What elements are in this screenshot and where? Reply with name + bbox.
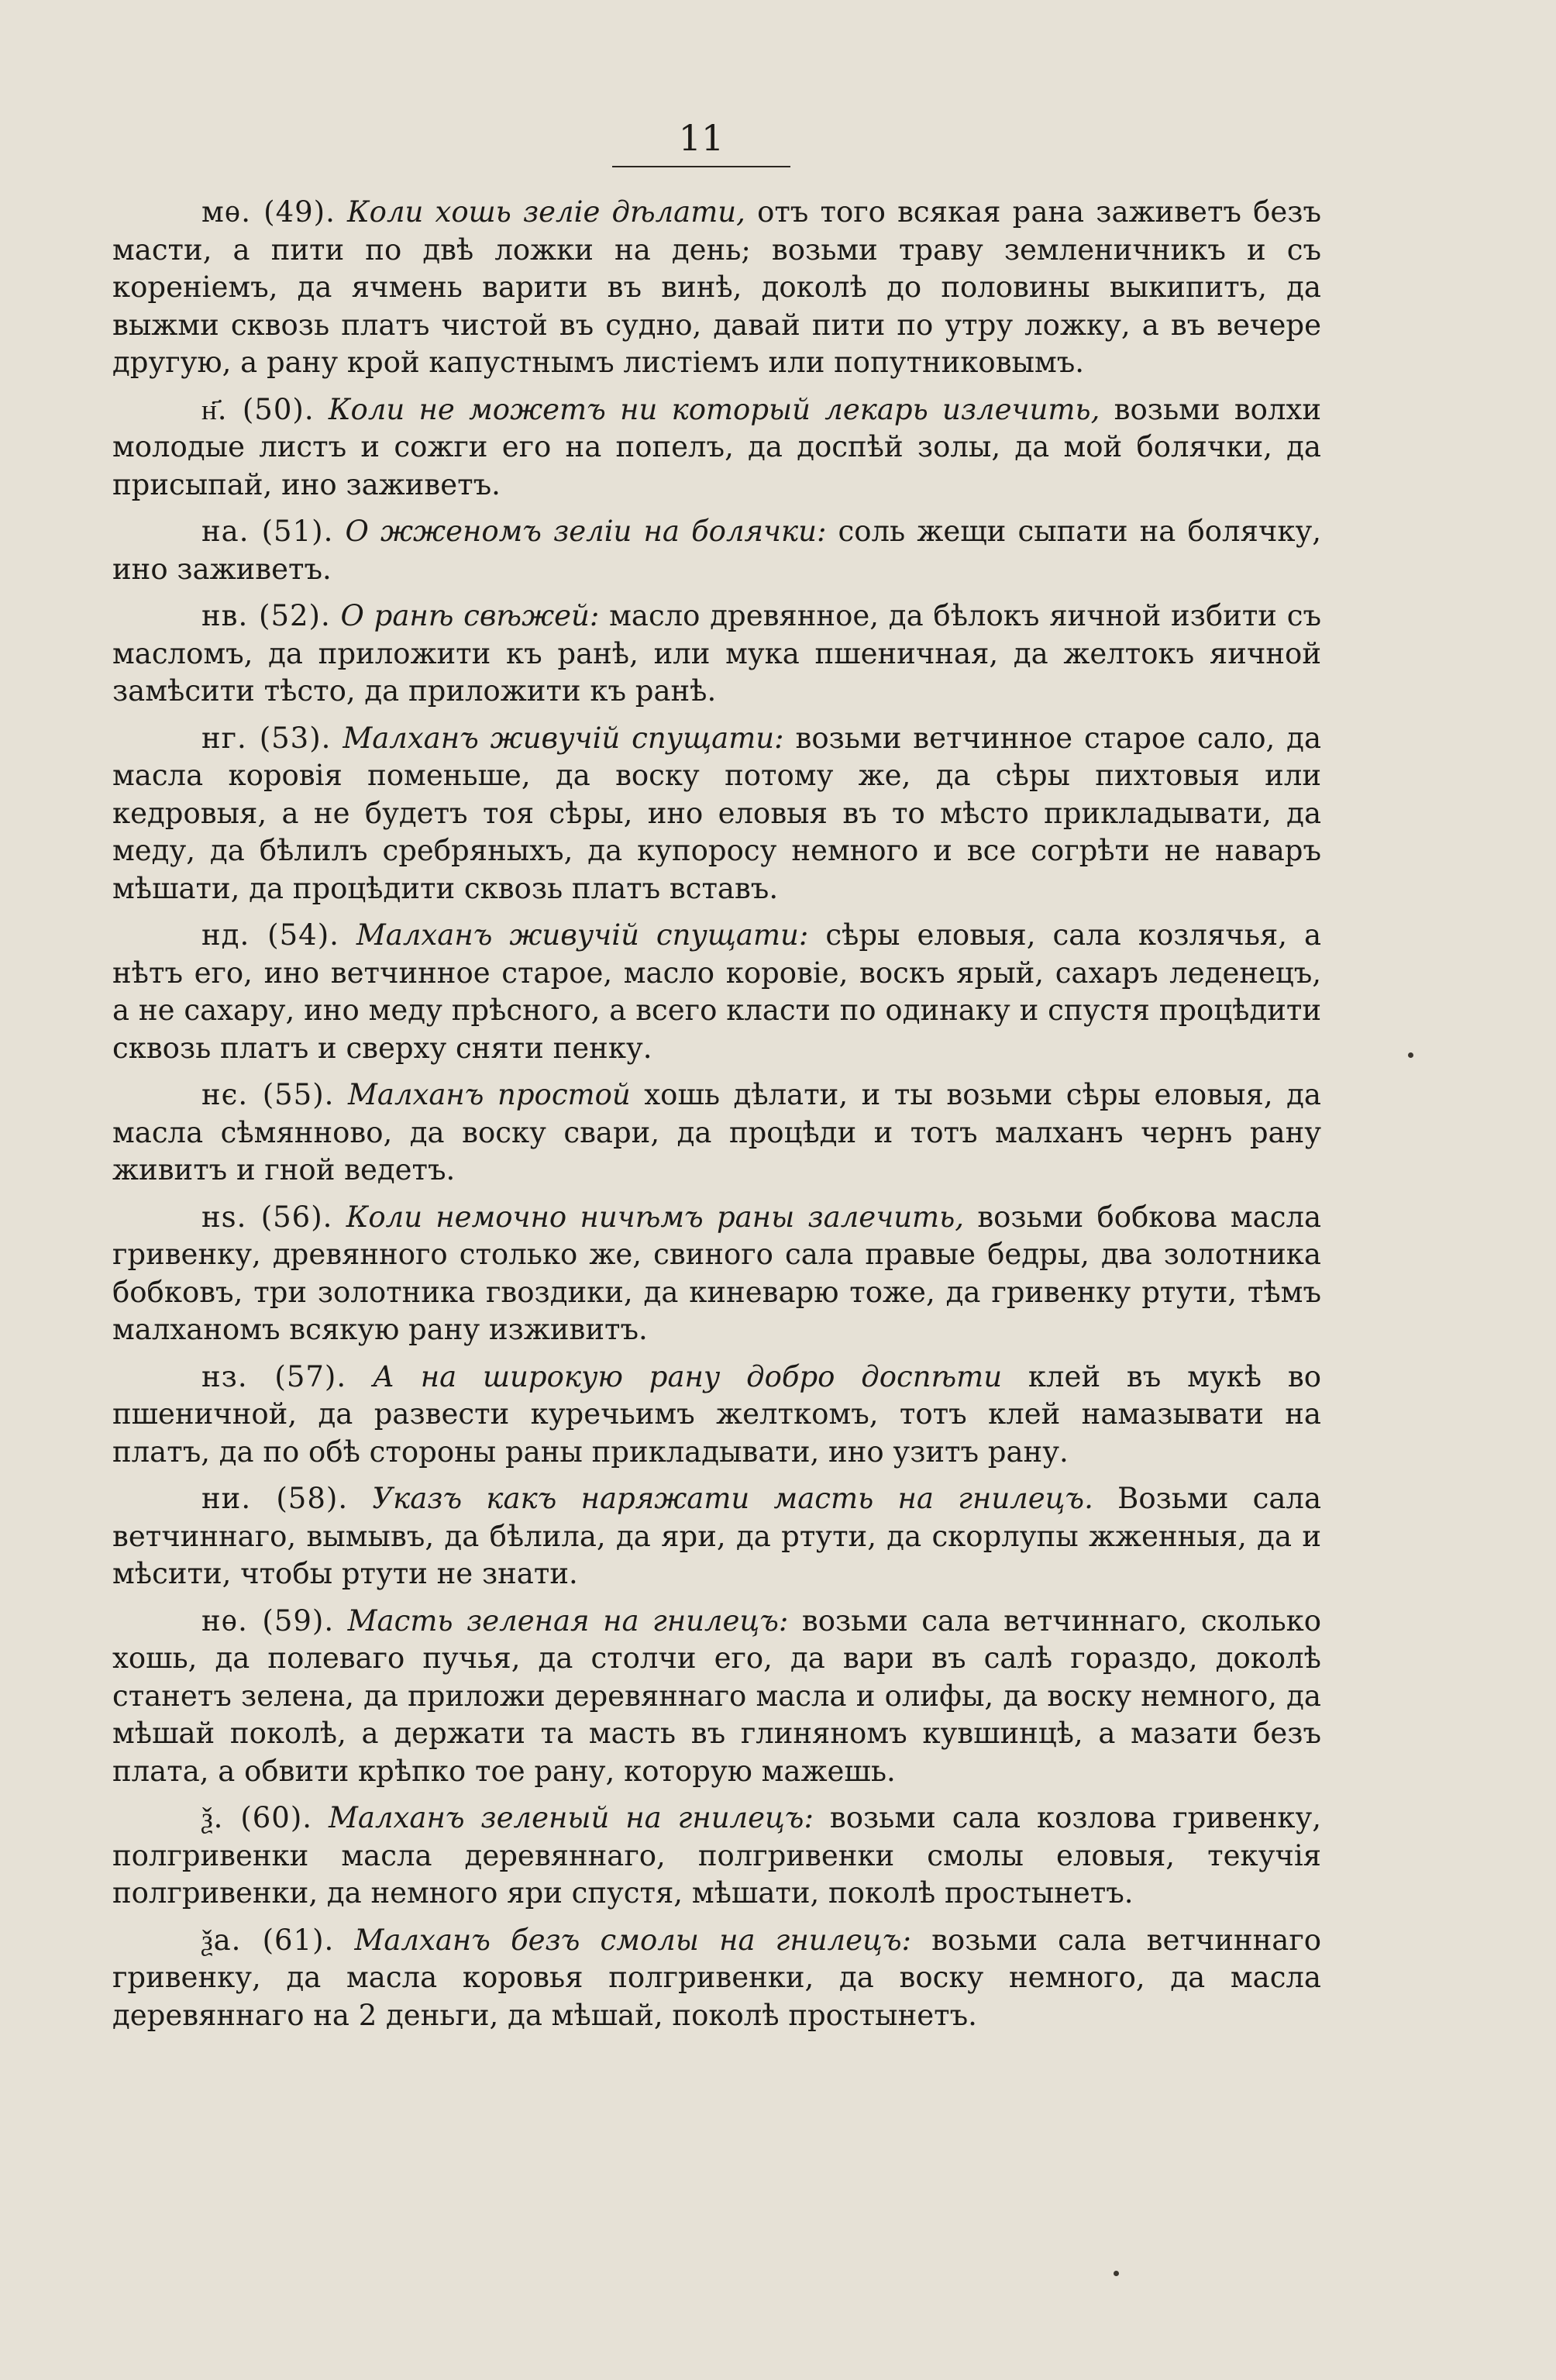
- entry-number: нз. (57).: [201, 1359, 347, 1393]
- recipe-entry: [112, 1800, 1321, 1913]
- entry-title: Масть зеленая на гнилецъ:: [347, 1603, 789, 1638]
- entry-title: Коли немочно ничѣмъ раны залечить,: [346, 1200, 965, 1234]
- entry-number: нд. (54).: [201, 918, 339, 952]
- entry-title: А на широкую рану добро доспѣти: [372, 1359, 1003, 1393]
- entry-title: Коли хошь зеліе дѣлати,: [347, 195, 745, 229]
- entry-title: О жженомъ зеліи на болячки:: [345, 515, 827, 548]
- recipe-entry: [112, 1922, 1321, 2035]
- entry-number: на. (51).: [201, 515, 334, 548]
- entry-body: Возьми сала ветчиннаго, вымывъ, да бѣлила, да яри, да ртути, да скорлупы жженныя, да и мѣсити, чтобы ртути не знати.: [112, 1482, 1321, 1590]
- entry-body: возьми бобкова масла гривенку, древянного столько же, свиного сала правые бедры, два золотника бобковъ, три золотника гвоздики, да киневарю тоже, да гривенку ртути, тѣмъ малханомъ всякую рану изживитъ.: [112, 1200, 1322, 1346]
- entry-title: Малханъ живучій спущати:: [343, 721, 784, 755]
- page-number: 11: [678, 117, 725, 159]
- entry-number: нг. (53).: [201, 721, 332, 755]
- entry-number: мѳ. (49).: [201, 195, 336, 229]
- entry-number: нѕ. (56).: [201, 1200, 333, 1234]
- recipe-entry: [112, 1480, 1321, 1593]
- entry-body: возьми сала ветчиннаго гривенку, да масла коровья полгривенки, да воску немного, да масла деревяннаго на 2 деньги, да мѣшай, поколѣ простынетъ.: [112, 1923, 1321, 2032]
- entry-title: Указъ какъ наряжати масть на гнилецъ.: [372, 1482, 1093, 1515]
- entry-number: ни. (58).: [201, 1482, 349, 1515]
- entry-title: Малханъ живучій спущати:: [356, 918, 809, 952]
- recipe-entry: [112, 1603, 1321, 1791]
- recipe-entry: [112, 1076, 1321, 1190]
- entry-number: нв. (52).: [201, 599, 331, 632]
- recipe-entry: [112, 917, 1321, 1067]
- entry-body: клей въ мукѣ во пшеничной, да развести куречьимъ желткомъ, тотъ клей намазывати на платъ, да по обѣ стороны раны прикладывати, ино узитъ рану.: [112, 1359, 1321, 1469]
- header-rule: [612, 166, 790, 167]
- recipe-entry: [112, 513, 1321, 588]
- entry-title: Малханъ безъ смолы на гнилецъ:: [354, 1923, 911, 1957]
- entry-title: О ранѣ свѣжей:: [340, 599, 600, 632]
- entry-body: масло древянное, да бѣлокъ яичной избити съ масломъ, да приложити къ ранѣ, или мука пшеничная, да желтокъ яичной замѣсити тѣсто, да приложити къ ранѣ.: [112, 599, 1321, 708]
- entry-number: ѯ. (60).: [201, 1801, 313, 1834]
- recipe-entry: [112, 598, 1321, 711]
- entry-number: нє. (55).: [201, 1078, 335, 1111]
- entry-number: ѯа. (61).: [201, 1923, 335, 1957]
- recipe-entry: [112, 1359, 1321, 1472]
- recipe-entry: [112, 1199, 1321, 1349]
- entry-title: Коли не можетъ ни который лекарь излечить,: [328, 392, 1100, 426]
- entry-body: сѣры еловыя, сала козлячья, а нѣтъ его, ино ветчинное старое, масло коровіе, воскъ ярый, сахаръ леденецъ, а не сахару, ино меду прѣсного, а всего класти по одинаку и спустя процѣдити сквозь платъ и сверху сняти пенку.: [112, 918, 1321, 1065]
- paper-speck: [1114, 2271, 1119, 2276]
- entry-body: возьми волхи молодые листъ и сожги его на попелъ, да доспѣй золы, да мой болячки, да присыпай, ино заживетъ.: [112, 392, 1321, 501]
- entry-number: н҃. (50).: [201, 392, 315, 426]
- recipe-entry: [112, 720, 1321, 908]
- paper-speck: [1408, 1052, 1413, 1058]
- entry-number: нѳ. (59).: [201, 1603, 335, 1638]
- entry-body: возьми сала козлова гривенку, полгривенки масла деревяннаго, полгривенки смолы еловыя, текучія полгривенки, да немного яри спустя, мѣшати, поколѣ простынетъ.: [112, 1801, 1321, 1910]
- entry-title: Малханъ зеленый на гнилецъ:: [329, 1801, 814, 1834]
- entry-body: хошь дѣлати, и ты возьми сѣры еловыя, да масла сѣмянново, да воску свари, да процѣди и тотъ малханъ чернъ рану живитъ и гной ведетъ.: [112, 1078, 1321, 1187]
- recipe-entry: [112, 391, 1321, 505]
- entry-title: Малханъ простой: [348, 1078, 631, 1111]
- entry-body: возьми сала ветчиннаго, сколько хошь, да полеваго пучья, да столчи его, да вари въ салѣ гораздо, доколѣ станетъ зелена, да приложи деревяннаго масла и олифы, да воску немного, да мѣшай поколѣ, а держати та масть въ глиняномъ кувшинцѣ, а мазати безъ плата, а обвити крѣпко тое рану, которую мажешь.: [112, 1603, 1321, 1788]
- entry-body: возьми ветчинное старое сало, да масла коровія поменьше, да воску потому же, да сѣры пихтовыя или кедровыя, а не будетъ тоя сѣры, ино еловыя въ то мѣсто прикладывати, да меду, да бѣлилъ сребряныхъ, да купоросу немного и все согрѣти не наваръ мѣшати, да процѣдити сквозь платъ вставъ.: [112, 721, 1322, 905]
- recipe-text: [112, 194, 1321, 2044]
- recipe-entry: [112, 194, 1321, 382]
- entry-body: отъ того всякая рана заживетъ безъ масти, а пити по двѣ ложки на день; возьми траву земленичникъ и съ кореніемъ, да ячмень варити въ винѣ, доколѣ до половины выкипитъ, да выжми сквозь платъ чистой въ судно, давай пити по утру ложку, а въ вечере другую, а рану крой капустнымъ листіемъ или попутниковымъ.: [112, 195, 1322, 379]
- entry-body: соль жещи сыпати на болячку, ино заживетъ.: [112, 515, 1321, 586]
